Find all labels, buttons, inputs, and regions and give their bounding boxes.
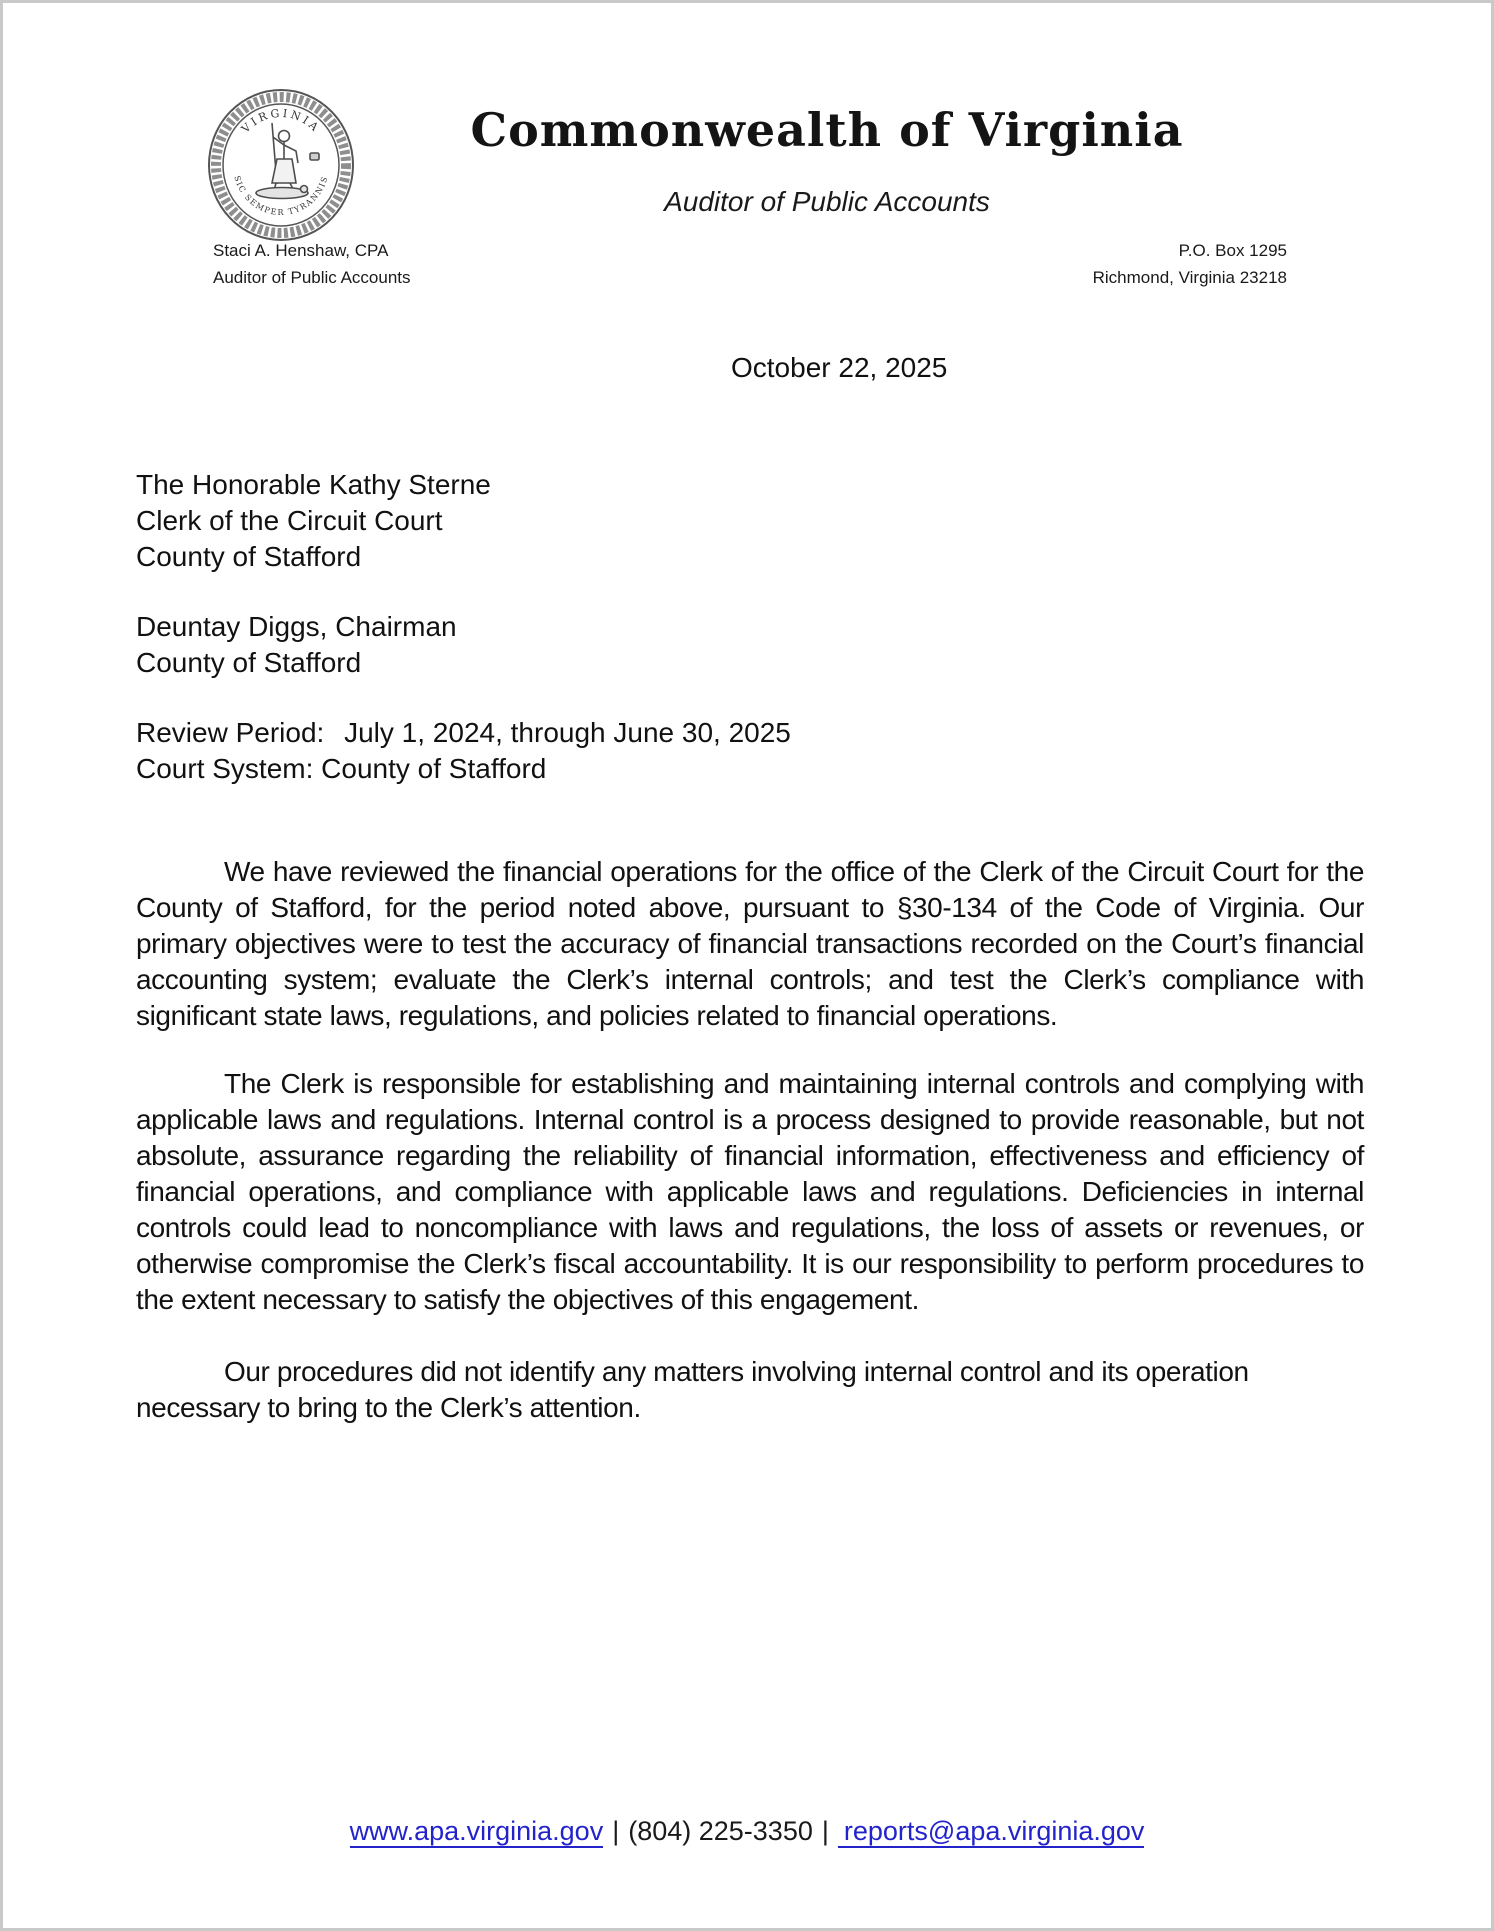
recipient-locality: County of Stafford [136,647,362,678]
review-period-value: July 1, 2024, through June 30, 2025 [344,717,791,748]
org-subtitle: Auditor of Public Accounts [664,186,990,217]
body-paragraph-2: The Clerk is responsible for establishing and maintaining internal controls and complying with applicable laws and regulations. Internal control is a process designed to provide reasonable, but not absolute, assurance regarding the reliability of financial information, effectiveness and efficiency of financial operations, and compliance with applicable laws and regulations. Deficiencies in internal controls could lead to noncompliance with laws and regulations, the loss of assets or revenues, or otherwise compromise the Clerk’s fiscal accountability. It is our responsibility to perform procedures to the extent necessary to satisfy the objectives of this engagement. [136,1068,1364,1315]
footer-separator-1: | [612,1816,620,1846]
review-period-label: Review Period: [136,717,325,748]
reference-block [136,715,1364,787]
court-system-value: County of Stafford [321,753,547,784]
official-name: Staci A. Henshaw, CPA [213,241,389,260]
review-period-line [136,715,1364,751]
recipient-name: The Honorable Kathy Sterne [136,469,491,500]
official-title: Auditor of Public Accounts [213,268,411,287]
footer-contact-line [3,1816,1491,1847]
footer-phone: (804) 225-3350 [628,1816,813,1846]
official-block [213,237,411,291]
body-paragraph-3: Our procedures did not identify any matters involving internal control and its operation necessary to bring to the Clerk’s attention. [136,1356,1249,1423]
org-title: Commonwealth of Virginia [470,103,1184,157]
seal-bottom-text: SIC SEMPER TYRANNIS [232,174,330,218]
seal-top-text: VIRGINIA [239,106,323,136]
website-link[interactable]: www.apa.virginia.gov [349,1816,604,1846]
court-system-label: Court System: [136,753,314,784]
court-system-line [136,751,1364,787]
recipient-title: Clerk of the Circuit Court [136,505,443,536]
footer-separator-2: | [821,1816,829,1846]
recipient-name: Deuntay Diggs, Chairman [136,611,457,642]
body-paragraph-1: We have reviewed the financial operations for the office of the Clerk of the Circuit Court for the County of Stafford, for the period noted above, pursuant to §30-134 of the Code of Virginia. Our primary objectives were to test the accuracy of financial transactions recorded on the Court’s financial accounting system; evaluate the Clerk’s internal controls; and test the Clerk’s compliance with significant state laws, regulations, and policies related to financial operations. [136,856,1364,1031]
recipient-block-2 [136,609,1364,681]
recipient-block-1 [136,467,1364,575]
letter-date: October 22, 2025 [731,352,948,383]
office-address-line1: P.O. Box 1295 [1178,241,1287,260]
office-address-line2: Richmond, Virginia 23218 [1092,268,1287,287]
office-address-block [1093,237,1287,291]
recipient-locality: County of Stafford [136,541,362,572]
email-link[interactable]: reports@apa.virginia.gov [838,1816,1145,1848]
